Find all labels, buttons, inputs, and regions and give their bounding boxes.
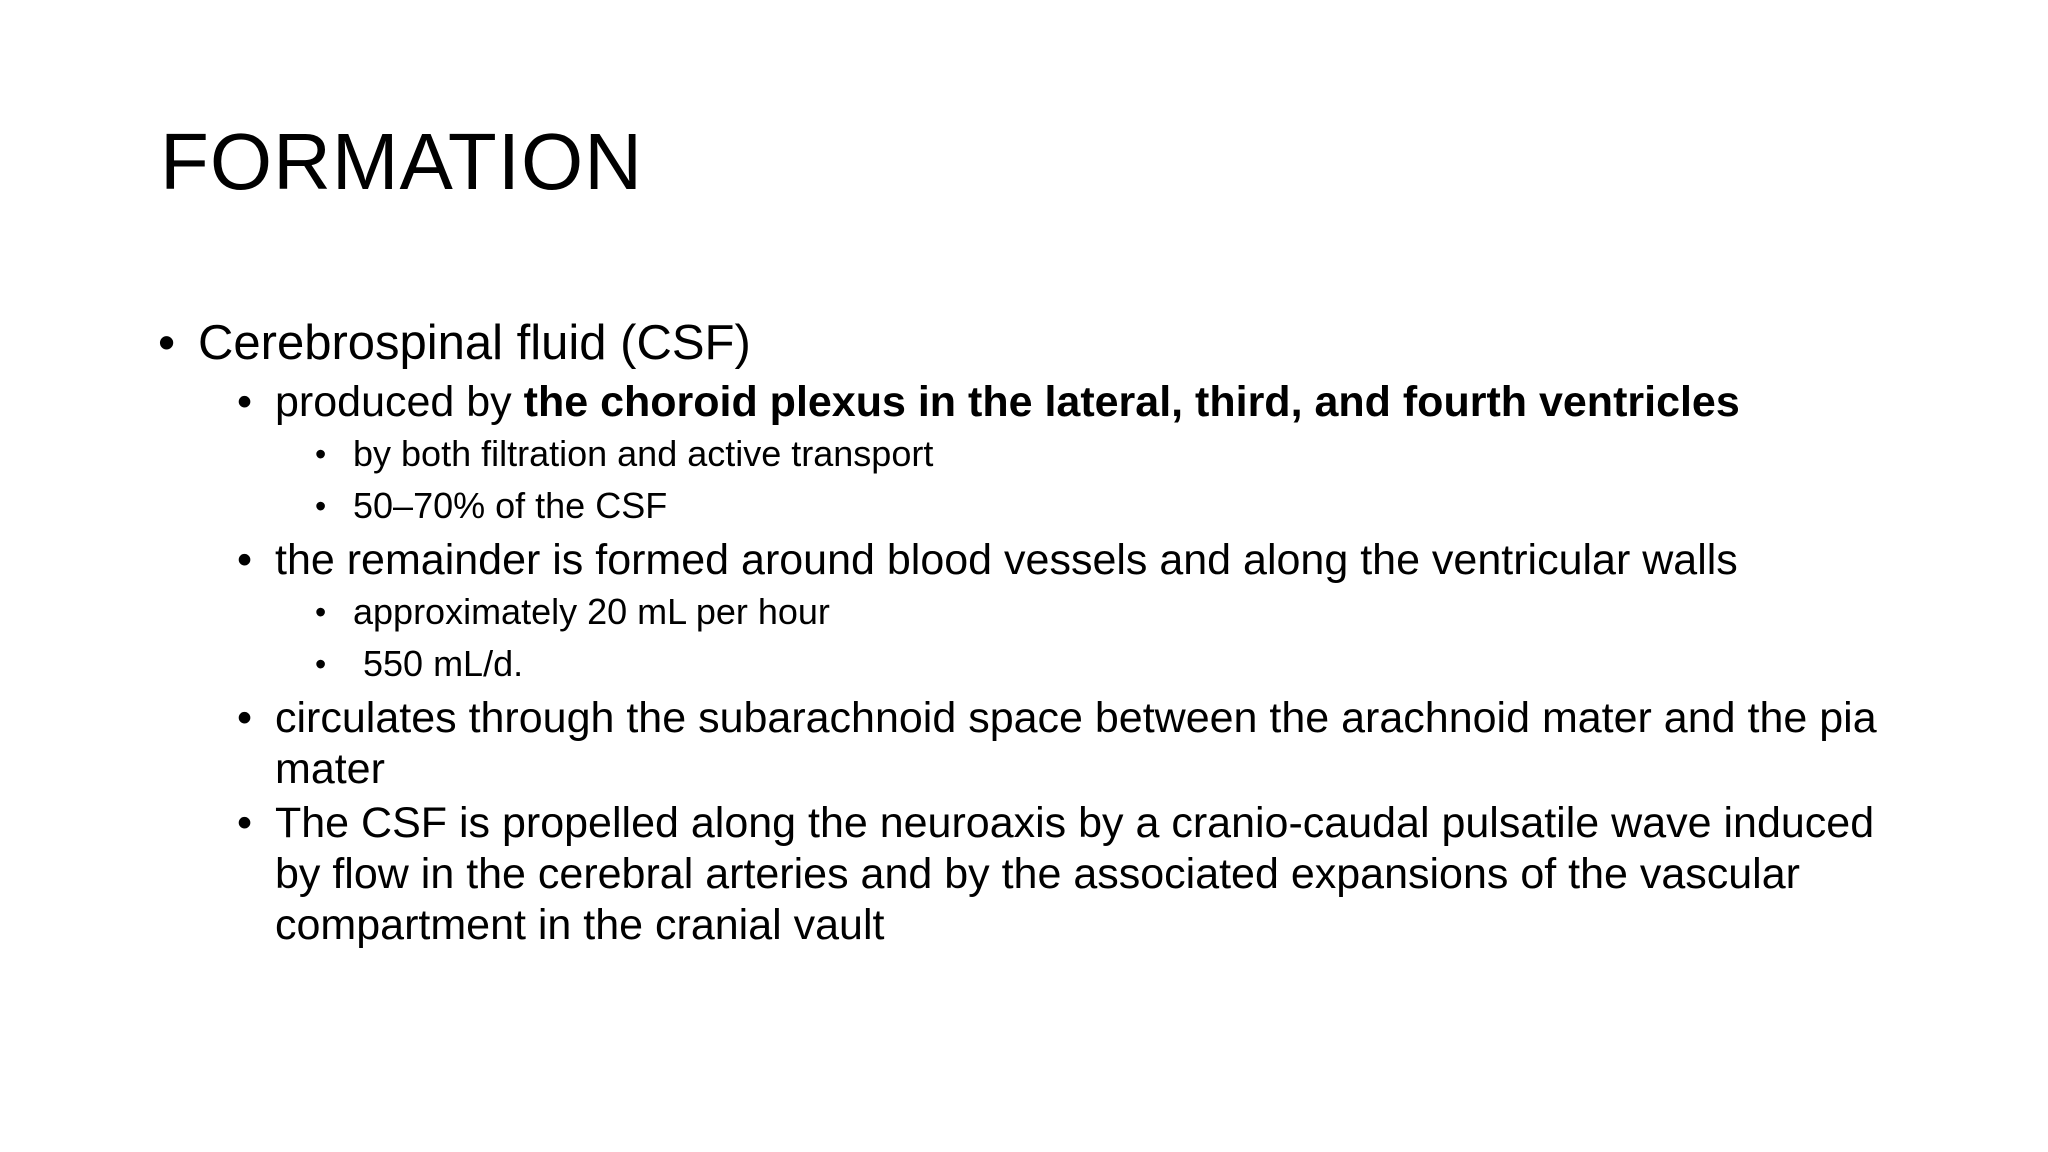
bullet-text: the remainder is formed around blood vessels and along the ventricular walls	[275, 536, 1738, 584]
bullet-icon: •	[158, 316, 176, 370]
bullet-text-bold: the choroid plexus in the lateral, third, and fourth ventricles	[523, 378, 1740, 426]
bullet-item-per-hour	[158, 586, 1918, 638]
bullet-item-csf	[158, 312, 1918, 374]
bullet-text: by both filtration and active transport	[353, 433, 934, 474]
bullet-item-per-day	[158, 638, 1918, 690]
bullet-icon: •	[237, 694, 253, 742]
bullet-item-circulates	[158, 693, 1918, 795]
bullet-text: produced by	[275, 378, 524, 426]
bullet-text: The CSF is propelled along the neuroaxis by a cranio-caudal pulsatile wave induced by flow in the cerebral arteries and by the associated expansions of the vascular compartment in the cranial vault	[275, 799, 1875, 949]
bullet-item-produced-by	[158, 377, 1918, 428]
bullet-text: Cerebrospinal fluid (CSF)	[198, 316, 751, 370]
bullet-list	[158, 312, 1918, 951]
bullet-icon: •	[237, 378, 253, 426]
bullet-text: 50–70% of the CSF	[353, 485, 668, 526]
bullet-text: approximately 20 mL per hour	[353, 591, 830, 632]
bullet-icon: •	[315, 488, 327, 524]
bullet-item-remainder	[158, 535, 1918, 586]
slide-title: FORMATION	[160, 117, 644, 206]
bullet-text: circulates through the subarachnoid space between the arachnoid mater and the pia mater	[275, 694, 1877, 793]
bullet-text: 550 mL/d.	[353, 643, 524, 684]
bullet-item-percent	[158, 480, 1918, 532]
bullet-icon: •	[315, 436, 327, 472]
bullet-icon: •	[315, 594, 327, 630]
bullet-icon: •	[237, 799, 253, 847]
bullet-icon: •	[237, 536, 253, 584]
bullet-icon: •	[315, 646, 327, 682]
bullet-item-propelled	[158, 798, 1918, 951]
bullet-item-filtration	[158, 428, 1918, 480]
